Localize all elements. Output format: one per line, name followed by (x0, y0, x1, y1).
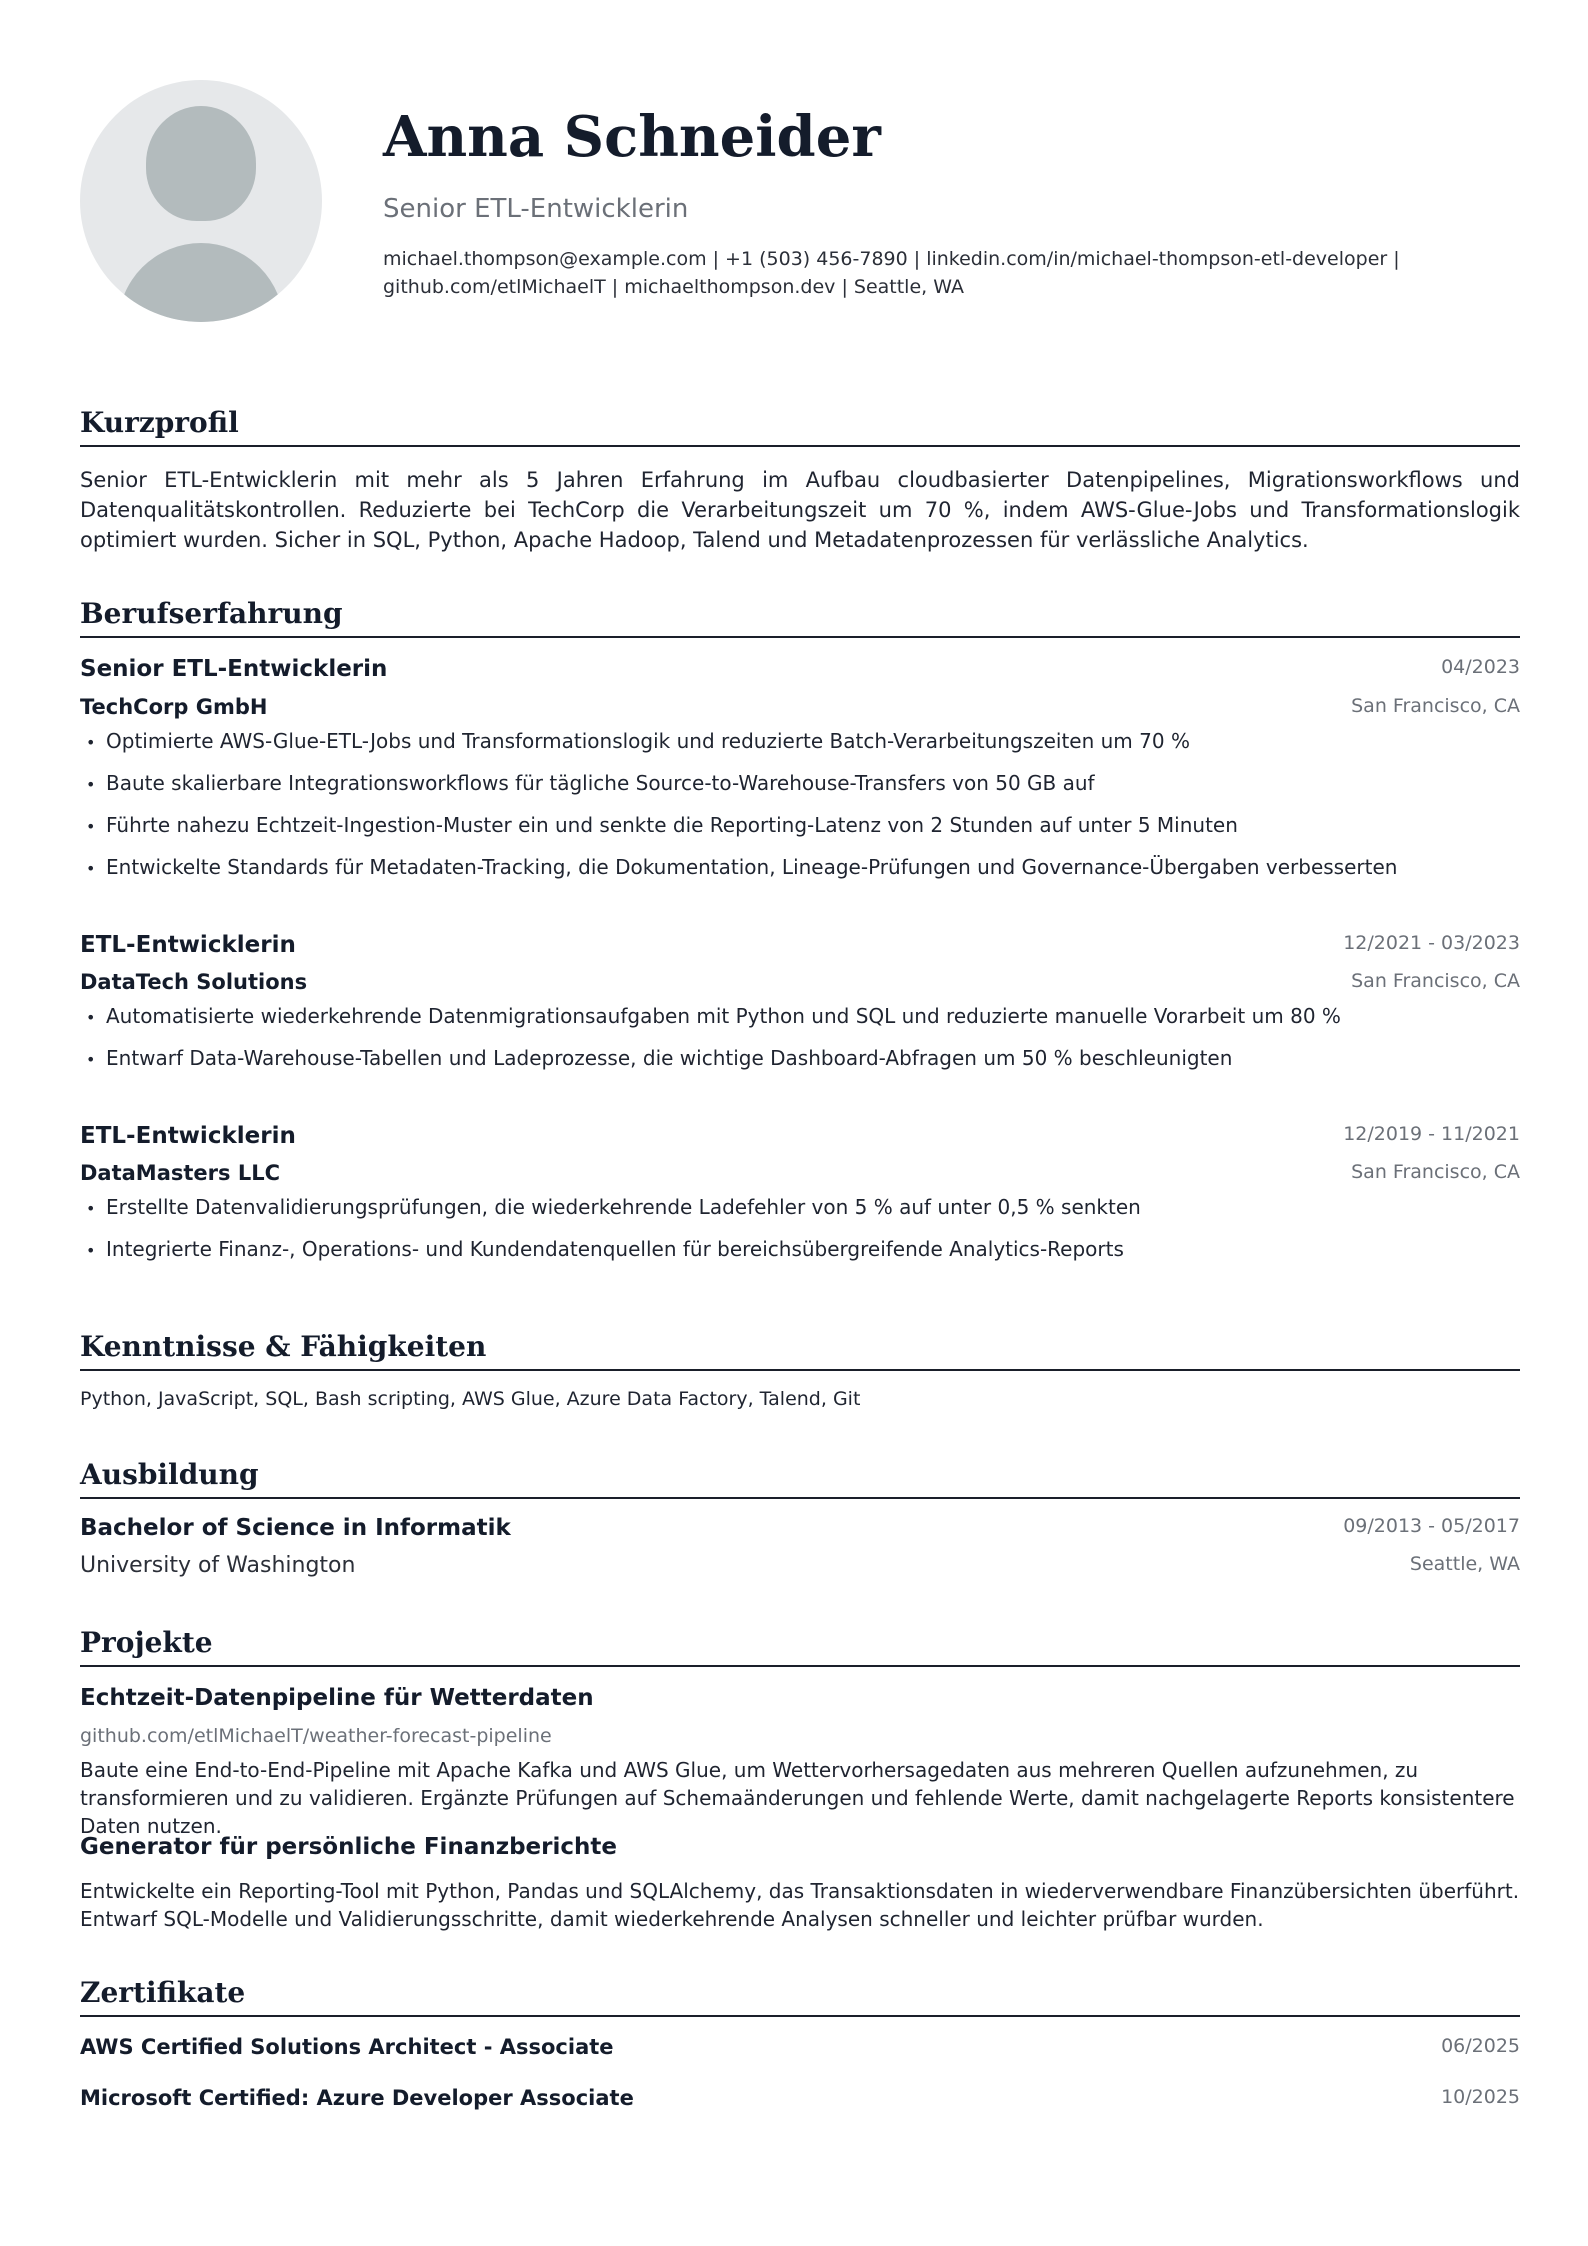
summary-text: Senior ETL-Entwicklerin mit mehr als 5 Jahren Erfahrung im Aufbau cloudbasierter Datenpipelines, Migrationsworkflows und Datenqualitätskontrollen. Reduzierte bei TechCorp die Verarbeitungszeit um 70 %, indem AWS-Glue-Jobs und Transformationslogik optimiert wurden. Sicher in SQL, Python, Apache Hadoop, Talend und Metadatenprozessen für verlässliche Analytics. (80, 468, 1520, 552)
project-title: Generator für persönliche Finanzberichte (80, 1834, 617, 1860)
job-role: ETL-Entwicklerin (80, 932, 296, 958)
job-bullet: • Erstellte Datenvalidierungsprüfungen, die wiederkehrende Ladefehler von 5 % auf unter 0,5 % senkten (86, 1195, 1141, 1219)
education-degree: Bachelor of Science in Informatik (80, 1515, 511, 1541)
job-company: DataMasters LLC (80, 1161, 281, 1185)
skills-list: Python, JavaScript, SQL, Bash scripting, AWS Glue, Azure Data Factory, Talend, Git (80, 1388, 861, 1410)
section-title-projects: Projekte (80, 1625, 1520, 1667)
certificate-name: Microsoft Certified: Azure Developer Associate (80, 2086, 634, 2110)
avatar-shoulders-shape (118, 243, 284, 322)
job-location: San Francisco, CA (1351, 1161, 1520, 1183)
section-title-experience: Berufserfahrung (80, 596, 1520, 638)
certificate-date: 10/2025 (1441, 2086, 1520, 2108)
project-description: Baute eine End-to-End-Pipeline mit Apache Kafka und AWS Glue, um Wettervorhersagedaten aus mehreren Quellen aufzunehmen, zu transformieren und zu validieren. Ergänzte Prüfungen auf Schemaänderungen und fehlende Werte, damit nachgelagerte Reports konsistentere Daten nutzen. (80, 1758, 1515, 1838)
job-location: San Francisco, CA (1351, 970, 1520, 992)
job-bullet: • Automatisierte wiederkehrende Datenmigrationsaufgaben mit Python und SQL und reduzierte manuelle Vorarbeit um 80 % (86, 1004, 1341, 1028)
candidate-title: Senior ETL-Entwicklerin (383, 194, 689, 224)
job-bullet: • Entwickelte Standards für Metadaten-Tracking, die Dokumentation, Lineage-Prüfungen und Governance-Übergaben verbesserten (86, 855, 1397, 879)
project-description: Entwickelte ein Reporting-Tool mit Python, Pandas und SQLAlchemy, das Transaktionsdaten in wiederverwendbare Finanzübersichten überführt. Entwarf SQL-Modelle und Validierungsschritte, damit wiederkehrende Analysen schneller und leichter prüfbar wurden. (80, 1879, 1520, 1931)
job-bullet: • Integrierte Finanz-, Operations- und Kundendatenquellen für bereichsübergreifende Analytics-Reports (86, 1237, 1124, 1261)
education-school: University of Washington (80, 1553, 356, 1578)
job-company: DataTech Solutions (80, 970, 308, 994)
avatar-head-shape (146, 106, 256, 221)
job-bullet: • Optimierte AWS-Glue-ETL-Jobs und Transformationslogik und reduzierte Batch-Verarbeitungszeiten um 70 % (86, 729, 1190, 753)
section-title-certificates: Zertifikate (80, 1975, 1520, 2017)
section-title-skills: Kenntnisse & Fähigkeiten (80, 1329, 1520, 1371)
job-role: ETL-Entwicklerin (80, 1123, 296, 1149)
job-location: San Francisco, CA (1351, 695, 1520, 717)
job-bullet: • Entwarf Data-Warehouse-Tabellen und Ladeprozesse, die wichtige Dashboard-Abfragen um 50 % beschleunigten (86, 1046, 1232, 1070)
education-date: 09/2013 - 05/2017 (1343, 1515, 1520, 1537)
certificate-date: 06/2025 (1441, 2035, 1520, 2057)
project-title: Echtzeit-Datenpipeline für Wetterdaten (80, 1685, 594, 1711)
education-location: Seattle, WA (1409, 1553, 1520, 1575)
job-date: 04/2023 (1441, 656, 1520, 678)
job-date: 12/2021 - 03/2023 (1343, 932, 1520, 954)
job-bullet: • Baute skalierbare Integrationsworkflows für tägliche Source-to-Warehouse-Transfers von 50 GB auf (86, 771, 1095, 795)
job-role: Senior ETL-Entwicklerin (80, 656, 388, 682)
avatar (80, 80, 322, 322)
job-date: 12/2019 - 11/2021 (1343, 1123, 1520, 1145)
candidate-name: Anna Schneider (383, 104, 881, 170)
certificate-name: AWS Certified Solutions Architect - Associate (80, 2035, 614, 2059)
project-link[interactable]: github.com/etlMichaelT/weather-forecast-pipeline (80, 1725, 552, 1747)
contact-line: michael.thompson@example.com | +1 (503) 456-7890 | linkedin.com/in/michael-thompson-etl-developer | github.com/etlMichaelT | michaelthompson.dev | Seattle, WA (383, 248, 1400, 298)
job-company: TechCorp GmbH (80, 695, 268, 719)
job-bullet: • Führte nahezu Echtzeit-Ingestion-Muster ein und senkte die Reporting-Latenz von 2 Stunden auf unter 5 Minuten (86, 813, 1238, 837)
section-title-education: Ausbildung (80, 1457, 1520, 1499)
section-title-summary: Kurzprofil (80, 405, 1520, 447)
